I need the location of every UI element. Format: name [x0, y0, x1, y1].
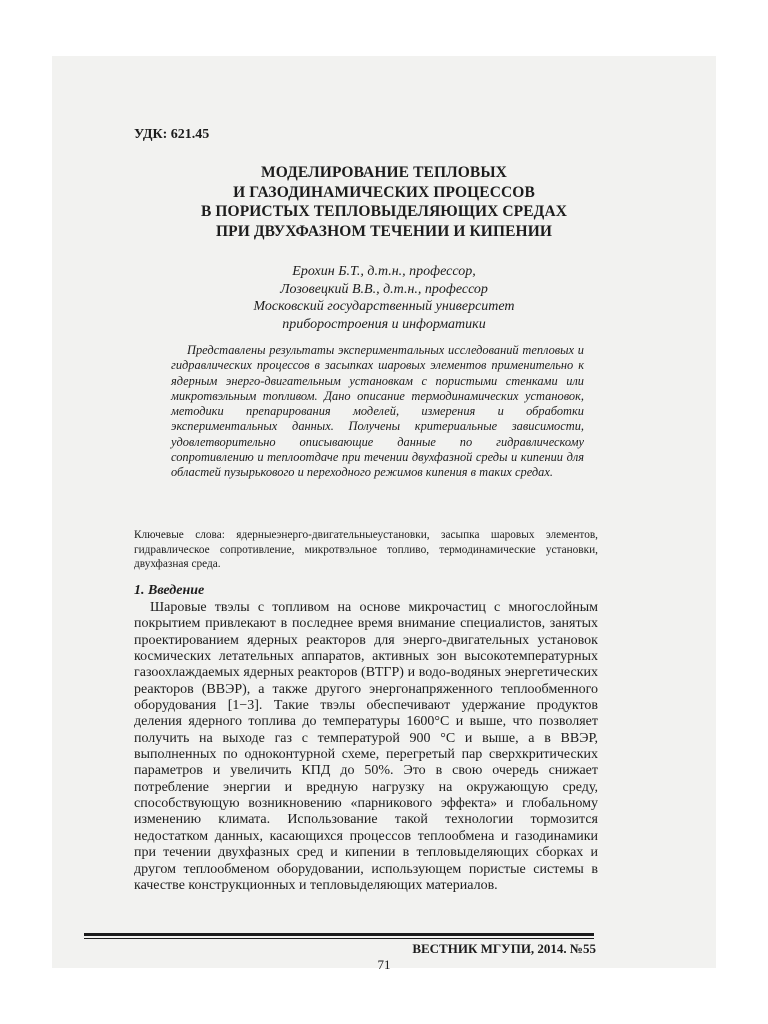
page-number: 71 — [377, 957, 391, 972]
udk-code: УДК: 621.45 — [134, 127, 210, 142]
section-heading-introduction: 1. Введение — [134, 583, 205, 598]
affiliation-line-2: приборостроения и информатики — [282, 316, 486, 332]
keywords — [134, 528, 598, 572]
title-line-3: В ПОРИСТЫХ ТЕПЛОВЫДЕЛЯЮЩИХ СРЕДАХ — [200, 203, 568, 220]
abstract: Представлены результаты экспериментальных исследований тепловых и гидравлических процессов в засыпках шаровых элементов применительно к ядерным энерго-двигательным установкам с пористыми стенками или микротвэльным топливом. Дано описание термодинамических установок, методики препарирования моделей, измерения и обработки экспериментальных данных. Получены критериальные зависимости, удовлетворительно описывающие данные по гидравлическому сопротивлению и теплоотдаче при течении двухфазной среды и кипении для областей пузырькового и переходного режимов кипения в таких средах. — [171, 343, 584, 480]
affiliation-line-1: Московский государственный университет — [253, 299, 515, 314]
journal-footer: ВЕСТНИК МГУПИ, 2014. №55 — [412, 941, 596, 956]
title-line-4: ПРИ ДВУХФАЗНОМ ТЕЧЕНИИ И КИПЕНИИ — [215, 222, 553, 240]
footer-rule-thin — [84, 938, 594, 939]
footer-rule-thick — [84, 933, 594, 936]
introduction-paragraph: Шаровые твэлы с топливом на основе микрочастиц с многослойным покрытием привлекают в последнее время внимание специалистов, занятых проектированием ядерных реакторов для энерго-двигательных установок космических летательных аппаратов, активных зон высокотемпературных газоохлаждаемых ядерных реакторов (ВТГР) и водо-водяных энергетических реакторов (ВВЭР), а также другого энергонапряженного теплообменного оборудования [1−3]. Такие твэлы обеспечивают удержание продуктов деления ядерного топлива до температуры 1600°С и выше, что позволяет получить на выходе газ с температурой 900 °С и выше, а в ВВЭР, выполненных по одноконтурной схеме, перегретый пар сверхкритических параметров и увеличить КПД до 50%. Это в свою очередь снижает потребление энергии и вредную нагрузку на окружающую среду, способствующую возникновению «парникового эффекта» и глобальному изменению климата. Использование такой технологии тормозится недостатком данных, касающихся процессов теплообмена и газодинамики при течении двухфазных сред и кипении в тепловыделяющих сборках и другом теплообменом оборудовании, использующем пористые системы в качестве конструкционных и тепловыделяющих материалов. — [134, 600, 598, 893]
keywords-label: Ключевые слова: — [134, 529, 225, 541]
keywords-text: ядерныеэнерго-двигательныеустановки, засыпка шаровых элементов, гидравлическое сопротивление, микротвэльное топливо, термодинамические установки, двухфазная среда. — [134, 529, 598, 570]
title-line-2: И ГАЗОДИНАМИЧЕСКИХ ПРОЦЕССОВ — [233, 183, 535, 201]
author-2: Лозовецкий В.В., д.т.н., профессор — [280, 281, 488, 297]
article-title — [120, 163, 648, 241]
author-block — [170, 263, 598, 333]
author-1: Ерохин Б.Т., д.т.н., профессор, — [292, 264, 476, 279]
title-line-1: МОДЕЛИРОВАНИЕ ТЕПЛОВЫХ — [261, 164, 507, 181]
